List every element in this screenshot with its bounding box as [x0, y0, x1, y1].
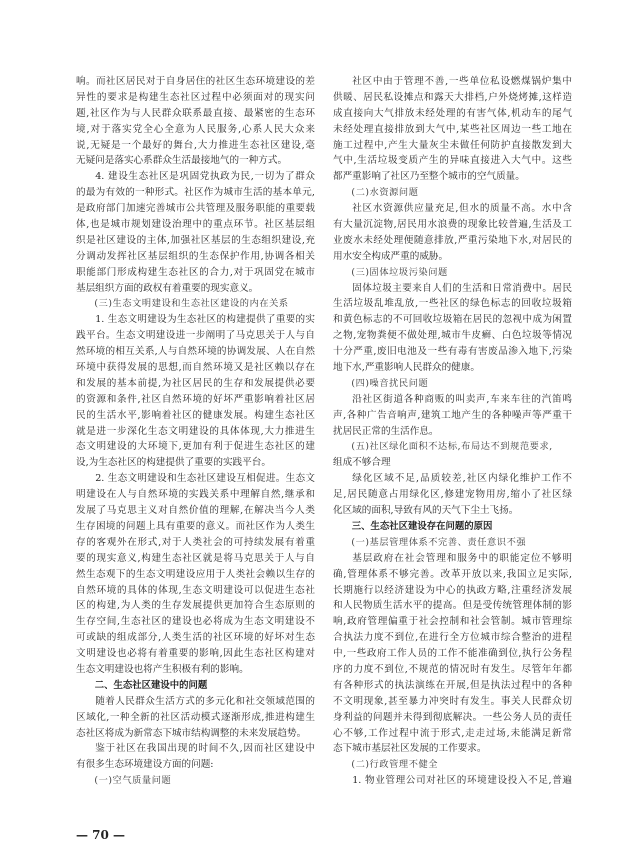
left-text-column	[76, 74, 315, 789]
right-text-column	[333, 74, 572, 789]
text-line: 民的生活水平,影响着社区的健康发展。构建生态社区	[76, 409, 315, 421]
text-line: 的最为有效的一种形式。社区作为城市生活的基本单元,	[76, 187, 315, 199]
text-line: 中,一些政府工作人员的工作不能准确到位,执行公务程	[333, 648, 572, 660]
text-line: 组成不够合理	[333, 457, 391, 469]
text-line: 有大量沉淀物,居民用水浪费的现象比较普遍,生活及工	[333, 219, 572, 231]
subsection-heading: (二)水资源问题	[351, 187, 419, 199]
text-line: 可或缺的组成部分,人类生活的社区环境的好坏对生态	[76, 632, 315, 644]
text-line: 基层政府在社会管理和服务中的职能定位不够明	[352, 552, 572, 564]
text-line: 社区水资源供应量充足,但水的质量不高。水中含	[352, 203, 572, 215]
text-line: 要的现实意义,构建生态社区就是将马克思关于人与自	[76, 552, 315, 564]
subsection-heading: (三)生态文明建设和生态社区建设的内在关系	[94, 298, 289, 310]
text-line: 都严重影响了社区乃至整个城市的空气质量。	[333, 171, 525, 183]
text-line: 不文明现象,甚至暴力冲突时有发生。事关人民群众切	[333, 695, 572, 707]
subsection-heading: (一)空气质量问题	[94, 775, 172, 787]
text-line: 响,政府管理偏重于社会控制和社会管制。城市管理综	[333, 616, 572, 628]
text-line: 自然环境的具体的体现,生态文明建设可以促进生态社	[76, 584, 315, 596]
text-line: 序的力度不到位,不规范的情况时有发生。尽管年年都	[333, 663, 572, 675]
text-line: 身利益的问题并未得到彻底解决。一些公务人员的责任	[333, 711, 572, 723]
text-line: 生态文明建设也将产生积极有利的影响。	[76, 663, 249, 675]
text-line: 生活垃圾乱堆乱放,一些社区的绿色标志的回收垃圾箱	[333, 298, 572, 310]
text-line: 和黄色标志的不可回收垃圾箱在居民的忽视中成为闲置	[333, 314, 572, 326]
text-line: 十分严重,废旧电池及一些有毒有害废品渗入地下,污染	[333, 346, 572, 358]
text-line: 4. 建设生态社区是巩固党执政为民,一切为了群众	[95, 171, 315, 183]
text-line: 生存空间,生态社区的建设也必将成为生态文明建设不	[76, 616, 315, 628]
text-line: 有很多生态环境建设方面的问题:	[76, 759, 214, 771]
text-line: 扰居民正常的生活作息。	[333, 425, 439, 437]
text-line: 基层组织方面的政权有着重要的现实意义。	[76, 282, 259, 294]
text-line: 声,各种广告音响声,建筑工地产生的各种噪声等严重干	[333, 409, 572, 421]
text-line: 设,为生态社区的构建提供了重要的实践平台。	[76, 457, 271, 469]
text-line: 绿化区域不足,品质较差,社区内绿化维护工作不	[352, 473, 572, 485]
text-line: 足,居民随意占用绿化区,修建宠物用房,缩小了社区绿	[333, 489, 572, 501]
text-line: 地下水,严重影响人民群众的健康。	[333, 362, 480, 374]
text-line: 职能部门形成构建生态社区的合力,对于巩固党在城市	[76, 266, 315, 278]
text-line: 发展了马克思主义对自然价值的理解,在解决当今人类	[76, 505, 315, 517]
text-line: 文明建设也必将有着重要的影响,因此生态社区构建对	[76, 648, 315, 660]
text-line: 用水安全构成严重的威胁。	[333, 250, 449, 262]
text-line: 2. 生态文明建设和生态社区建设互相促进。生态文	[95, 473, 315, 485]
subsection-heading: (三)固体垃圾污染问题	[351, 266, 448, 278]
text-line: 态文明建设的大环境下,更加有利于促进生态社区的建	[76, 441, 315, 453]
text-line: 合执法力度不到位,在进行全方位城市综合整治的进程	[333, 632, 572, 644]
text-line: 生存困境的问题上具有重要的意义。而社区作为人类生	[76, 520, 315, 532]
text-line: 然生态观下的生态文明建设应用于人类社会赖以生存的	[76, 568, 315, 580]
text-line: 气中,生活垃圾变质产生的异味直接进入大气中。这些	[333, 155, 572, 167]
text-line: 就是进一步深化生态文明建设的具体体现,大力推进生	[76, 425, 315, 437]
text-line: 心不够,工作过程中流于形式,走走过场,未能满足新常	[333, 727, 572, 739]
text-line: 的资源和条件,社区自然环境的好坏严重影响着社区居	[76, 393, 315, 405]
text-line: 成直接向大气排放未经处理的有害气体,机动车的尾气	[333, 107, 572, 119]
text-line: 响。而社区居民对于自身居住的社区生态环境建设的差	[76, 76, 315, 87]
text-line: 有各种形式的执法演练在开展,但是执法过程中的各种	[333, 679, 572, 691]
text-line: 分调动发挥社区基层组织的生态保护作用,协调各相关	[76, 250, 315, 262]
text-line: 说,无疑是一个最好的舞台,大力推进生态社区建设,毫	[76, 139, 315, 151]
text-line: 和发展的基本前提,为社区居民的生存和发展提供必要	[76, 377, 315, 389]
text-line: 态社区将成为新常态下城市结构调整的未来发展趋势。	[76, 727, 307, 739]
text-line: 确,管理体系不够完善。改革开放以来,我国立足实际,	[333, 568, 572, 580]
text-line: 施工过程中,产生大量灰尘未做任何防护直接散发到大	[333, 139, 572, 151]
text-line: 是政府部门加速完善城市公共管理及服务职能的重要载	[76, 203, 315, 215]
text-line: 之物,宠物粪便不做处理,城市牛皮癣、白色垃圾等情况	[333, 330, 572, 342]
page-number: — 70 —	[76, 828, 126, 842]
subsection-heading: (五)社区绿化面积不达标,布局达不到规范要求,	[351, 441, 553, 453]
text-line: 异性的要求是构建生态社区过程中必须面对的现实问	[76, 91, 315, 103]
text-line: 1. 物业管理公司对社区的环境建设投入不足,普遍	[352, 775, 572, 787]
text-line: 随着人民群众生活方式的多元化和社交领域范围的	[95, 695, 315, 707]
section-heading: 二、生态社区建设中的问题	[94, 679, 208, 691]
text-line: 然环境的相互关系,人与自然环境的协调发展、人在自然	[76, 346, 315, 358]
subsection-heading: (二)行政管理不健全	[351, 759, 439, 771]
text-line: 业废水未经处理便随意排放,严重污染地下水,对居民的	[333, 234, 572, 246]
text-line: 社区中由于管理不善,一些单位私设燃煤锅炉集中	[352, 76, 572, 87]
text-line: 1. 生态文明建设为生态社区的构建提供了重要的实	[95, 314, 315, 326]
text-line: 践平台。生态文明建设进一步阐明了马克思关于人与自	[76, 330, 315, 342]
text-line: 题,社区作为与人民群众联系最直接、最紧密的生态环	[76, 107, 315, 119]
text-line: 环境中获得发展的思想,而自然环境又是社区赖以存在	[76, 362, 315, 374]
text-line: 和人民物质生活水平的提高。但是受传统管理体制的影	[333, 600, 572, 612]
text-line: 无疑问是落实心系群众生活最接地气的一种方式。	[76, 155, 288, 167]
text-line: 体,也是城市规划建设治理中的重点环节。社区基层组	[76, 219, 315, 231]
subsection-heading: (四)噪音扰民问题	[351, 377, 429, 389]
text-line: 境,对于落实党全心全意为人民服务,心系人民大众来	[76, 123, 315, 135]
section-heading: 三、生态社区建设存在问题的原因	[351, 520, 493, 532]
text-line: 明建设在人与自然环境的实践关系中理解自然,继承和	[76, 489, 315, 501]
text-line: 区的构建,为人类的生存发展提供更加符合生态原则的	[76, 600, 315, 612]
text-line: 态下城市基层社区发展的工作要求。	[333, 743, 487, 755]
text-line: 未经处理直接排放到大气中,某些社区周边一些工地在	[333, 123, 572, 135]
text-line: 鉴于社区在我国出现的时间不久,因而社区建设中	[95, 743, 315, 755]
text-line: 固体垃圾主要来自人们的生活和日常消费中。居民	[352, 282, 572, 294]
subsection-heading: (一)基层管理体系不完善、责任意识不强	[351, 536, 527, 548]
text-line: 化区域的面积,导致有风的天气下尘土飞扬。	[333, 505, 519, 517]
text-line: 区域化,一种全新的社区活动模式逐渐形成,推进构建生	[76, 711, 315, 723]
text-line: 存的客观外在形式,对于人类社会的可持续发展有着重	[76, 536, 315, 548]
text-line: 沿社区街道各种商贩的叫卖声,车来车往的汽笛鸣	[352, 393, 572, 405]
text-line: 长期施行以经济建设为中心的执政方略,注重经济发展	[333, 584, 572, 596]
text-line: 供暖、居民私设摊点和露天大排档,户外烧烤摊,这样造	[333, 91, 572, 103]
text-line: 织是社区建设的主体,加强社区基层的生态组织建设,充	[76, 234, 315, 246]
